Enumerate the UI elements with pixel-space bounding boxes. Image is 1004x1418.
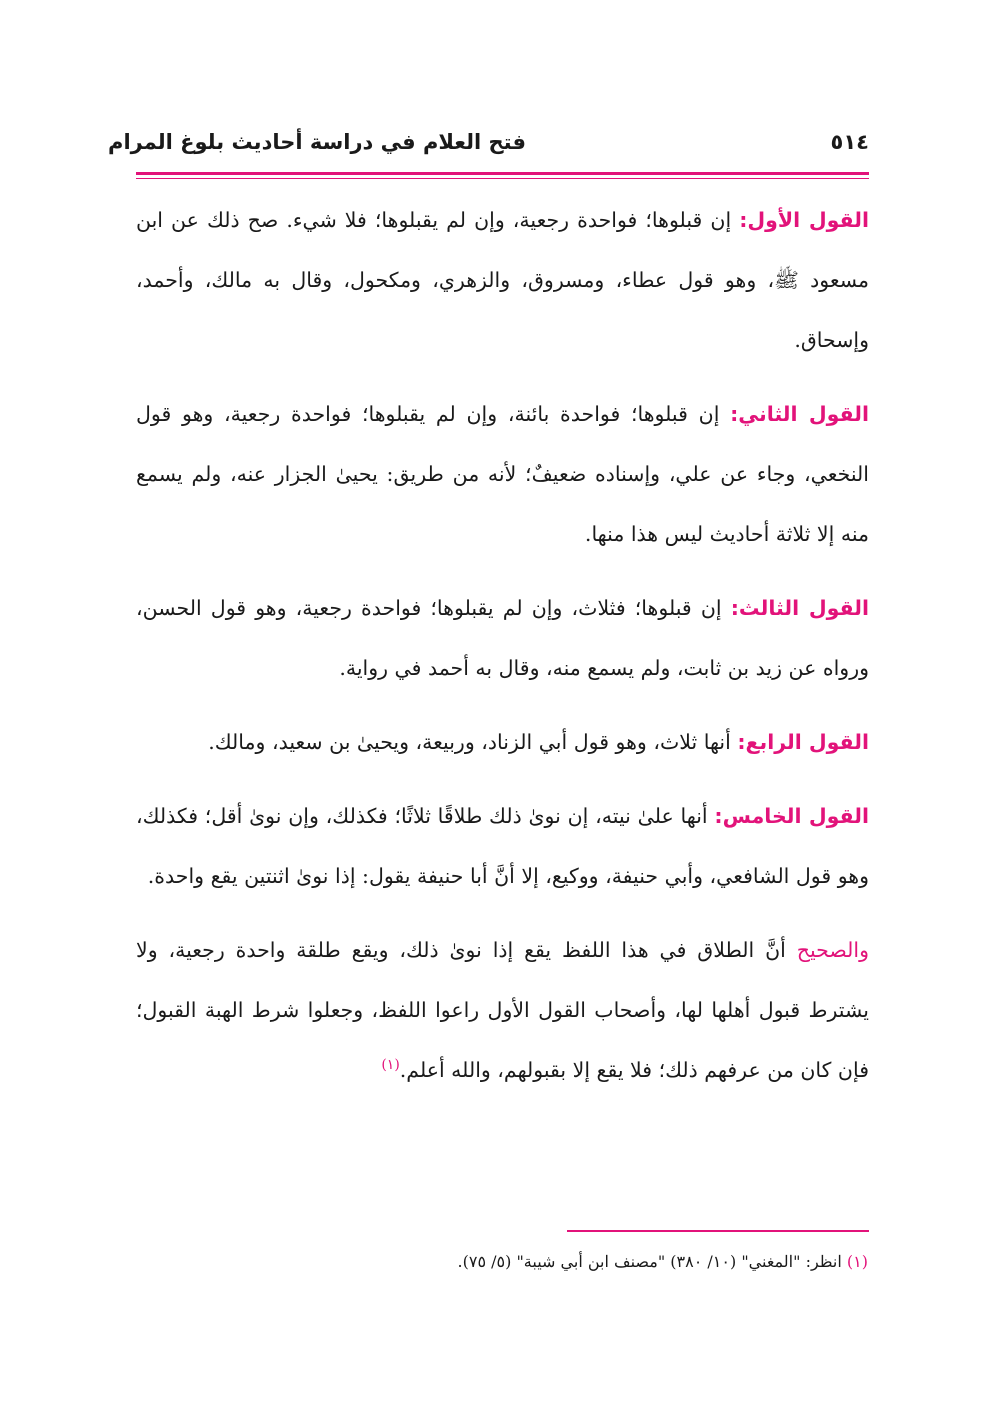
opinion-label: القول الرابع: <box>737 730 869 754</box>
opinion-text: أنها علىٰ نيته، إن نوىٰ ذلك طلاقًا ثلاثًا؛ فكذلك، وإن نوىٰ أقل؛ فكذلك، وهو قول الشافعي، وأبي حنيفة، ووكيع، إلا أنَّ أبا حنيفة يقول: إذا نوىٰ اثنتين يقع واحدة. <box>136 804 869 888</box>
conclusion-label: والصحيح <box>796 938 869 962</box>
opinion-label: القول الثالث: <box>730 596 869 620</box>
main-content <box>136 190 869 1100</box>
book-title: فتح العلام في دراسة أحاديث بلوغ المرام <box>108 130 526 154</box>
opinion-paragraph <box>136 712 869 772</box>
opinion-label: القول الأول: <box>739 208 869 232</box>
opinion-text: إن قبلوها؛ فثلاث، وإن لم يقبلوها؛ فواحدة رجعية، وهو قول الحسن، ورواه عن زيد بن ثابت، ولم يسمع منه، وقال به أحمد في رواية. <box>136 596 869 680</box>
conclusion-paragraph <box>136 920 869 1100</box>
opinion-text: أنها ثلاث، وهو قول أبي الزناد، وربيعة، ويحيىٰ بن سعيد، ومالك. <box>208 730 738 754</box>
opinion-paragraph <box>136 190 869 370</box>
conclusion-text: أنَّ الطلاق في هذا اللفظ يقع إذا نوىٰ ذلك، ويقع طلقة واحدة رجعية، ولا يشترط قبول أهلها لها، وأصحاب القول الأول راعوا اللفظ، وجعلوا شرط الهبة القبول؛ فإن كان من عرفهم ذلك؛ فلا يقع إلا بقبولهم، والله أعلم. <box>136 938 869 1082</box>
opinion-paragraph <box>136 786 869 906</box>
header-rule-thick <box>136 172 869 175</box>
footnote-separator <box>567 1230 869 1232</box>
opinion-paragraph <box>136 384 869 564</box>
opinion-label: القول الثاني: <box>730 402 869 426</box>
page-number: ٥١٤ <box>830 130 869 154</box>
opinion-text: إن قبلوها؛ فواحدة رجعية، وإن لم يقبلوها؛ فلا شيء. صح ذلك عن ابن مسعود ﷺ، وهو قول عطاء، ومسروق، والزهري، ومكحول، وقال به مالك، وأحمد، وإسحاق. <box>136 208 869 352</box>
footnote-number: (١) <box>846 1252 868 1271</box>
header-rule-thin <box>136 178 869 179</box>
footnote-reference[interactable]: (١) <box>381 1057 400 1074</box>
opinion-text: إن قبلوها؛ فواحدة بائنة، وإن لم يقبلوها؛ فواحدة رجعية، وهو قول النخعي، وجاء عن علي، وإسناده ضعيفٌ؛ لأنه من طريق: يحيىٰ الجزار عنه، ولم يسمع منه إلا ثلاثة أحاديث ليس هذا منها. <box>136 402 869 546</box>
page-header <box>108 126 869 166</box>
opinion-label: القول الخامس: <box>714 804 869 828</box>
footnote-text: انظر: "المغني" (١٠/ ٣٨٠) "مصنف ابن أبي شيبة" (٥/ ٧٥). <box>457 1252 847 1271</box>
opinion-paragraph <box>136 578 869 698</box>
footnote <box>135 1248 868 1276</box>
